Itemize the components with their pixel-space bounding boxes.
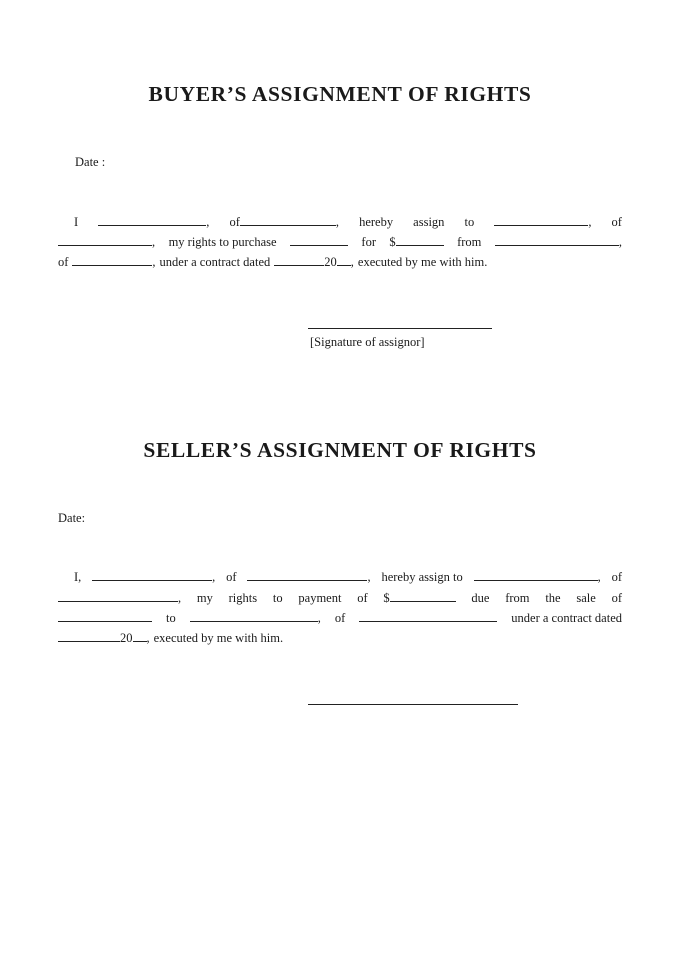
buyer-under-contract-dated: under a contract dated	[159, 255, 271, 269]
buyer-word-of-2: of	[58, 255, 69, 269]
buyer-executed-by-me: executed by me with him.	[357, 255, 488, 269]
seller-word-my: my	[196, 591, 213, 605]
seller-word-of-3: of	[357, 591, 368, 605]
buyer-rights-to-purchase: my rights to purchase	[168, 235, 277, 249]
buyer-word-of: of	[611, 215, 622, 229]
seller-word-of-4: of	[611, 591, 622, 605]
buyer-signature-caption: [Signature of assignor]	[310, 335, 425, 349]
seller-assignee-name-field[interactable]: ,	[474, 570, 601, 585]
buyer-word-for: for	[361, 235, 376, 249]
buyer-date-label: Date :	[75, 155, 106, 169]
buyer-paragraph-line-3	[58, 255, 622, 273]
buyer-assignor-address-field[interactable]: of ,	[229, 215, 339, 229]
buyer-seller-name-field[interactable]: ,	[495, 235, 622, 250]
buyer-assignee-name-field[interactable]: ,	[494, 215, 591, 230]
seller-contract-date-field[interactable]: 20 ,	[58, 631, 150, 646]
seller-buyer-name-field[interactable]: ,	[190, 611, 321, 626]
buyer-word-to: to	[464, 215, 475, 229]
seller-sale-item-field[interactable]	[58, 611, 152, 626]
seller-word-due: due	[471, 591, 490, 605]
seller-date-label: Date:	[58, 511, 86, 525]
buyer-title: BUYER’S ASSIGNMENT OF RIGHTS	[148, 82, 532, 106]
seller-amount-field[interactable]: $	[383, 591, 455, 606]
seller-word-of-5: of	[334, 611, 346, 625]
seller-title: SELLER’S ASSIGNMENT OF RIGHTS	[143, 438, 537, 462]
seller-paragraph-line-1	[58, 570, 622, 588]
buyer-paragraph-line-2	[58, 235, 622, 253]
seller-paragraph-line-3	[58, 611, 622, 629]
seller-word-from: from	[505, 591, 530, 605]
buyer-price-field[interactable]: $	[389, 235, 443, 250]
seller-paragraph-line-2	[58, 591, 622, 609]
buyer-word-hereby: hereby	[359, 215, 394, 229]
seller-word-i: I,	[74, 570, 82, 584]
buyer-word-assign: assign	[413, 215, 445, 229]
buyer-assignee-address-field[interactable]: ,	[58, 235, 155, 250]
seller-hereby-assign-to: hereby assign to	[381, 570, 463, 584]
buyer-contract-date-field[interactable]: 20 ,	[274, 255, 354, 270]
seller-word-to-2: to	[166, 611, 176, 625]
buyer-word-from: from	[457, 235, 482, 249]
seller-word-to: to	[272, 591, 283, 605]
seller-word-rights: rights	[228, 591, 258, 605]
seller-under-contract-dated: under a contract dated	[511, 611, 622, 625]
seller-assignor-address-field[interactable]: ,	[247, 570, 370, 585]
seller-word-sale: sale	[576, 591, 596, 605]
seller-signature-line[interactable]	[308, 704, 518, 705]
seller-assignor-name-field[interactable]: ,	[92, 570, 215, 585]
buyer-seller-address-field[interactable]: ,	[72, 255, 155, 270]
buyer-assignor-name-field[interactable]: ,	[98, 215, 209, 230]
seller-word-payment: payment	[298, 591, 342, 605]
seller-paragraph-line-4	[58, 631, 622, 649]
seller-buyer-address-field[interactable]	[359, 611, 497, 626]
buyer-word-i: I	[74, 215, 79, 229]
buyer-paragraph-line-1	[58, 215, 622, 233]
seller-word-the: the	[545, 591, 561, 605]
seller-word-of: of	[226, 570, 237, 584]
seller-word-of-2: of	[611, 570, 622, 584]
buyer-signature-line[interactable]	[308, 328, 492, 329]
seller-assignee-address-field[interactable]: ,	[58, 591, 181, 606]
buyer-property-field[interactable]	[290, 235, 348, 250]
seller-executed-by-me: executed by me with him.	[153, 631, 284, 645]
